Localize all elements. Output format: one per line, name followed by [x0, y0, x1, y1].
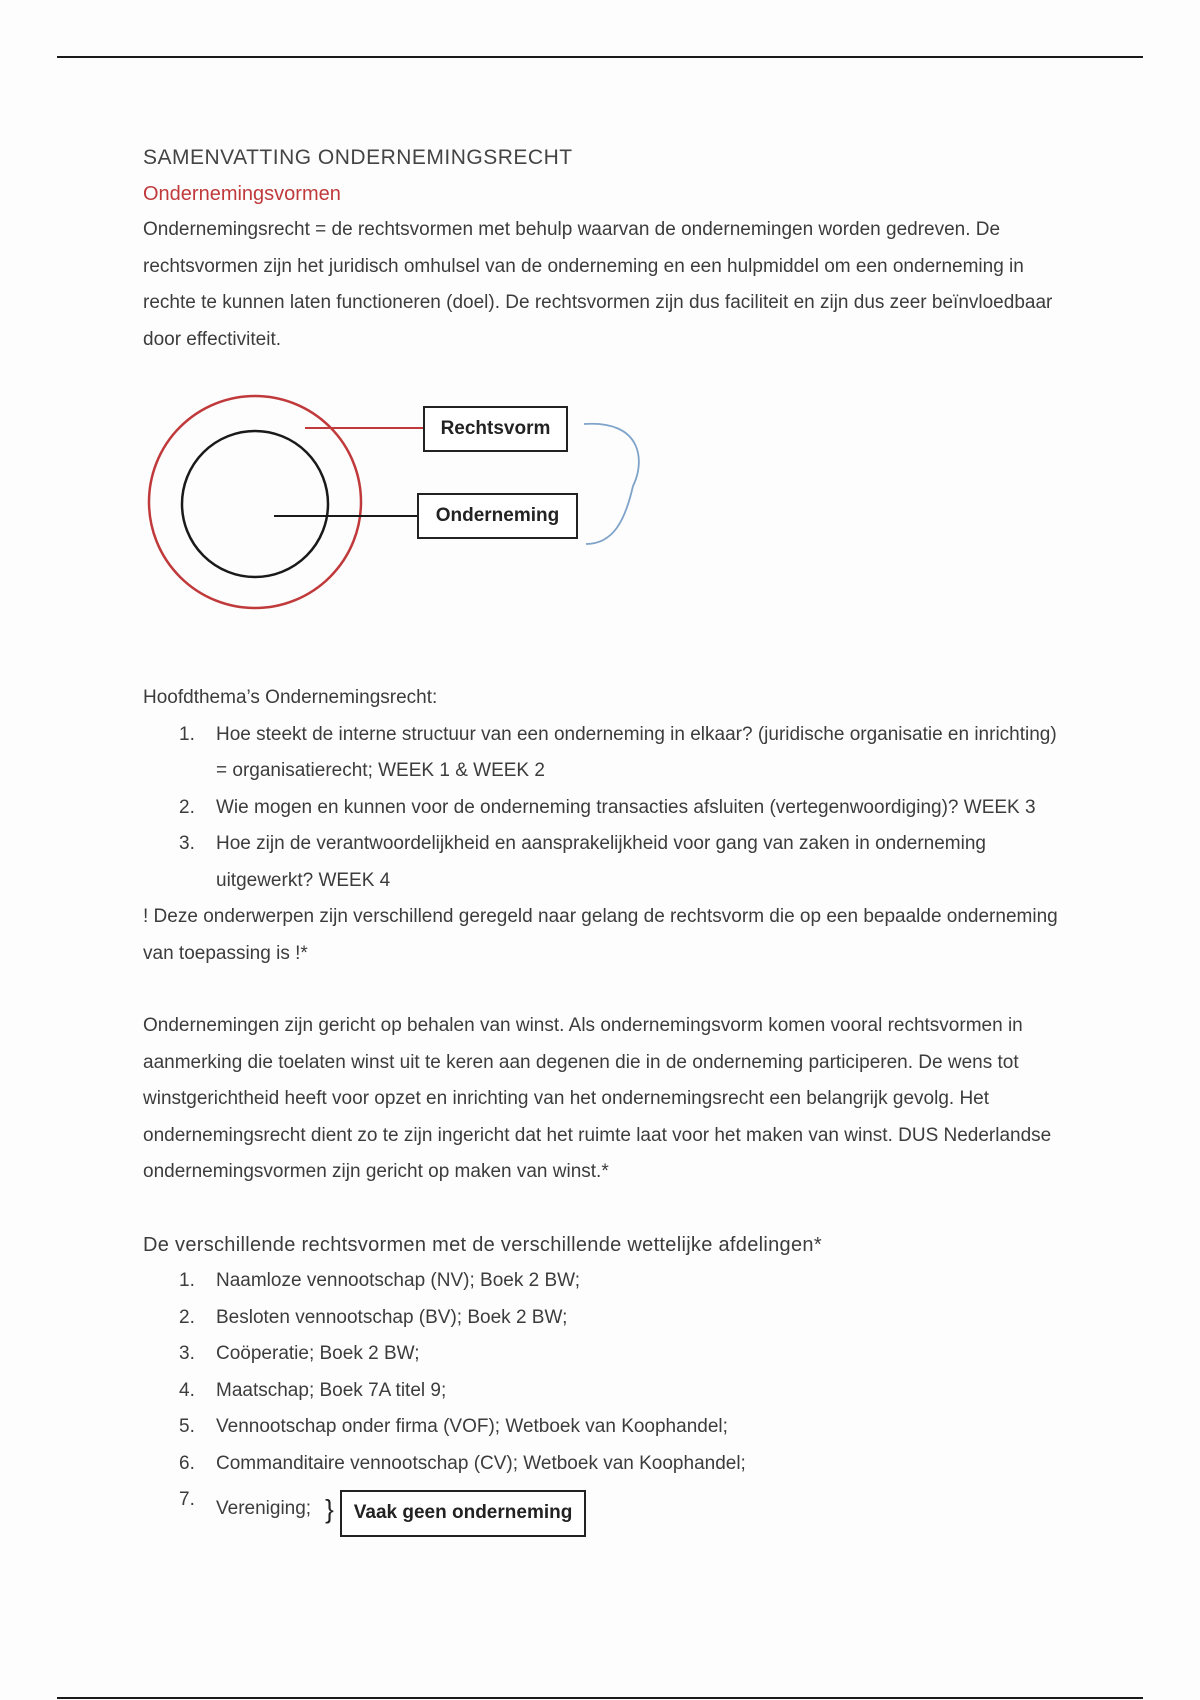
list-text: Commanditaire vennootschap (CV); Wetboek van Koophandel; [216, 1452, 746, 1474]
list-number: 4. [179, 1379, 195, 1401]
list-item [143, 1482, 1063, 1537]
themes-heading: Hoofdthema’s Ondernemingsrecht: [143, 687, 438, 708]
last-item-row [179, 1482, 1063, 1537]
list-item [143, 826, 1063, 899]
page-content [143, 140, 1063, 1537]
list-text: Vereniging; [216, 1498, 312, 1519]
list-text: Besloten vennootschap (BV); Boek 2 BW; [216, 1306, 568, 1328]
section-heading: Ondernemingsvormen [143, 183, 341, 205]
bracket-arc [584, 424, 639, 544]
list-number: 7. [179, 1489, 195, 1510]
bottom-rule [57, 1697, 1143, 1699]
document-title: SAMENVATTING ONDERNEMINGSRECHT [143, 146, 573, 169]
list-item [143, 1263, 1063, 1300]
spacer [143, 1191, 1063, 1227]
list-number: 2. [179, 1306, 195, 1328]
list-item [143, 1300, 1063, 1337]
themes-list [143, 717, 1063, 900]
list-number: 2. [179, 796, 195, 818]
list-text: Coöperatie; Boek 2 BW; [216, 1343, 420, 1364]
legal-forms-list [143, 1263, 1063, 1537]
list-number: 3. [179, 1343, 195, 1364]
rechtsvorm-label-box: Rechtsvorm [423, 406, 568, 452]
list-text: Hoe steekt de interne structuur van een onderneming in elkaar? (juridische organisatie en inrichting) = organisatierecht; WEEK 1 & WEEK 2 [216, 723, 1057, 781]
legal-form-diagram [143, 376, 743, 636]
list-number: 3. [179, 833, 195, 854]
profit-paragraph: Ondernemingen zijn gericht op behalen van winst. Als ondernemingsvorm komen vooral rechtsvormen in aanmerking die toelaten winst uit te keren aan degenen die in de onderneming participeren. De wens tot winstgerichtheid heeft voor opzet en inrichting van het ondernemingsrecht een belangrijk gevolg. Het ondernemingsrecht dient zo te zijn ingericht dat het ruimte laat voor het maken van winst. DUS Nederlandse ondernemingsvormen zijn gericht op maken van winst.* [143, 1015, 1052, 1182]
list-item [143, 1409, 1063, 1446]
list-text: Wie mogen en kunnen voor de onderneming transacties afsluiten (vertegenwoordiging)? WEEK 3 [216, 796, 1036, 818]
top-rule [57, 56, 1143, 58]
list-text: Maatschap; Boek 7A titel 9; [216, 1379, 447, 1401]
list-item [143, 717, 1063, 790]
list-item [143, 1446, 1063, 1483]
themes-note: ! Deze onderwerpen zijn verschillend geregeld naar gelang de rechtsvorm die op een bepaalde onderneming van toepassing is !* [143, 906, 1058, 964]
list-number: 5. [179, 1416, 195, 1437]
list-item [143, 790, 1063, 827]
onderneming-label-box: Onderneming [417, 493, 578, 539]
inner-circle-onderneming [182, 431, 328, 577]
not-a-business-note: Vaak geen onderneming [340, 1490, 587, 1537]
brace-symbol: } [325, 1494, 334, 1525]
forms-heading: De verschillende rechtsvormen met de verschillende wettelijke afdelingen* [143, 1233, 822, 1256]
spacer [143, 972, 1063, 1008]
list-text: Vennootschap onder firma (VOF); Wetboek van Koophandel; [216, 1416, 728, 1437]
intro-paragraph: Ondernemingsrecht = de rechtsvormen met behulp waarvan de ondernemingen worden gedreven. De rechtsvormen zijn het juridisch omhulsel van de onderneming en een hulpmiddel om een onderneming in rechte te kunnen laten functioneren (doel). De rechtsvormen zijn dus faciliteit en zijn dus zeer beïnvloedbaar door effectiviteit. [143, 219, 1053, 350]
list-text: Hoe zijn de verantwoordelijkheid en aansprakelijkheid voor gang van zaken in onderneming uitgewerkt? WEEK 4 [216, 833, 986, 891]
list-number: 1. [179, 723, 195, 745]
list-item [143, 1336, 1063, 1373]
list-item [143, 1373, 1063, 1410]
list-text: Naamloze vennootschap (NV); Boek 2 BW; [216, 1270, 580, 1291]
list-number: 1. [179, 1270, 195, 1291]
list-number: 6. [179, 1452, 195, 1474]
